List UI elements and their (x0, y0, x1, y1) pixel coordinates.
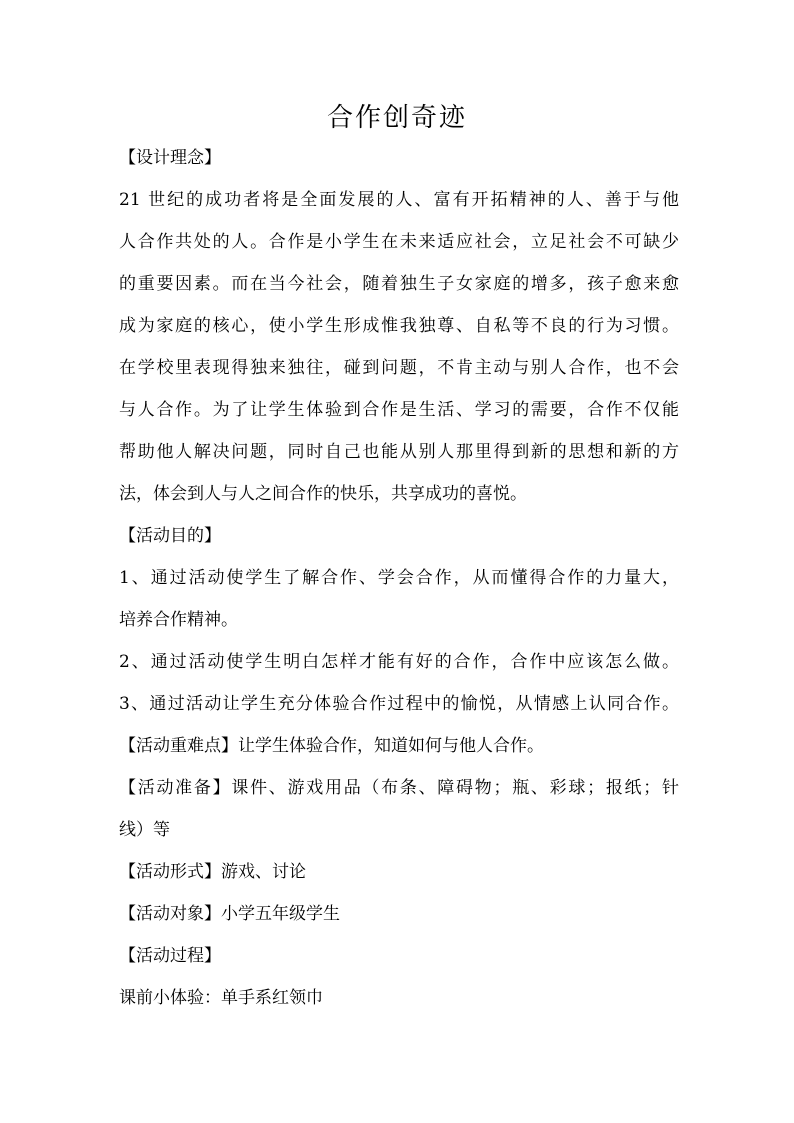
objective-2: 2、通过活动使学生明白怎样才能有好的合作，合作中应该怎么做。 (119, 652, 679, 672)
document-body (119, 140, 679, 1016)
design-concept-heading: 【设计理念】 (119, 148, 221, 168)
objectives-heading: 【活动目的】 (119, 526, 221, 546)
paragraph-line: 的重要因素。而在当今社会，随着独生子女家庭的增多，孩子愈来愈 (119, 274, 679, 294)
key-points: 【活动重难点】让学生体验合作，知道如何与他人合作。 (119, 736, 544, 756)
process-heading: 【活动过程】 (119, 946, 221, 966)
preparation-line-1: 【活动准备】课件、游戏用品（布条、障碍物；瓶、彩球；报纸；针 (119, 778, 679, 798)
paragraph-line: 法，体会到人与人之间合作的快乐，共享成功的喜悦。 (119, 484, 527, 504)
activity-form: 【活动形式】游戏、讨论 (119, 862, 306, 882)
paragraph-line: 在学校里表现得独来独往，碰到问题，不肯主动与别人合作，也不会 (119, 358, 679, 378)
objective-1-line-2: 培养合作精神。 (119, 610, 238, 630)
objective-3: 3、通过活动让学生充分体验合作过程中的愉悦，从情感上认同合作。 (119, 694, 679, 714)
design-concept-paragraph (119, 182, 679, 512)
objective-1-line-1: 1、通过活动使学生了解合作、学会合作，从而懂得合作的力量大， (119, 568, 679, 588)
paragraph-line: 21 世纪的成功者将是全面发展的人、富有开拓精神的人、善于与他 (119, 190, 679, 210)
paragraph-line: 与人合作。为了让学生体验到合作是生活、学习的需要，合作不仅能 (119, 400, 679, 420)
paragraph-line: 帮助他人解决问题，同时自己也能从别人那里得到新的思想和新的方 (119, 442, 679, 462)
activity-target: 【活动对象】小学五年级学生 (119, 904, 340, 924)
preparation-line-2: 线）等 (119, 820, 170, 840)
pre-class-experience: 课前小体验：单手系红领巾 (119, 988, 323, 1008)
document-title: 合作创奇迹 (326, 103, 467, 133)
paragraph-line: 成为家庭的核心，使小学生形成惟我独尊、自私等不良的行为习惯。 (119, 316, 679, 336)
paragraph-line: 人合作共处的人。合作是小学生在未来适应社会，立足社会不可缺少 (119, 232, 679, 252)
